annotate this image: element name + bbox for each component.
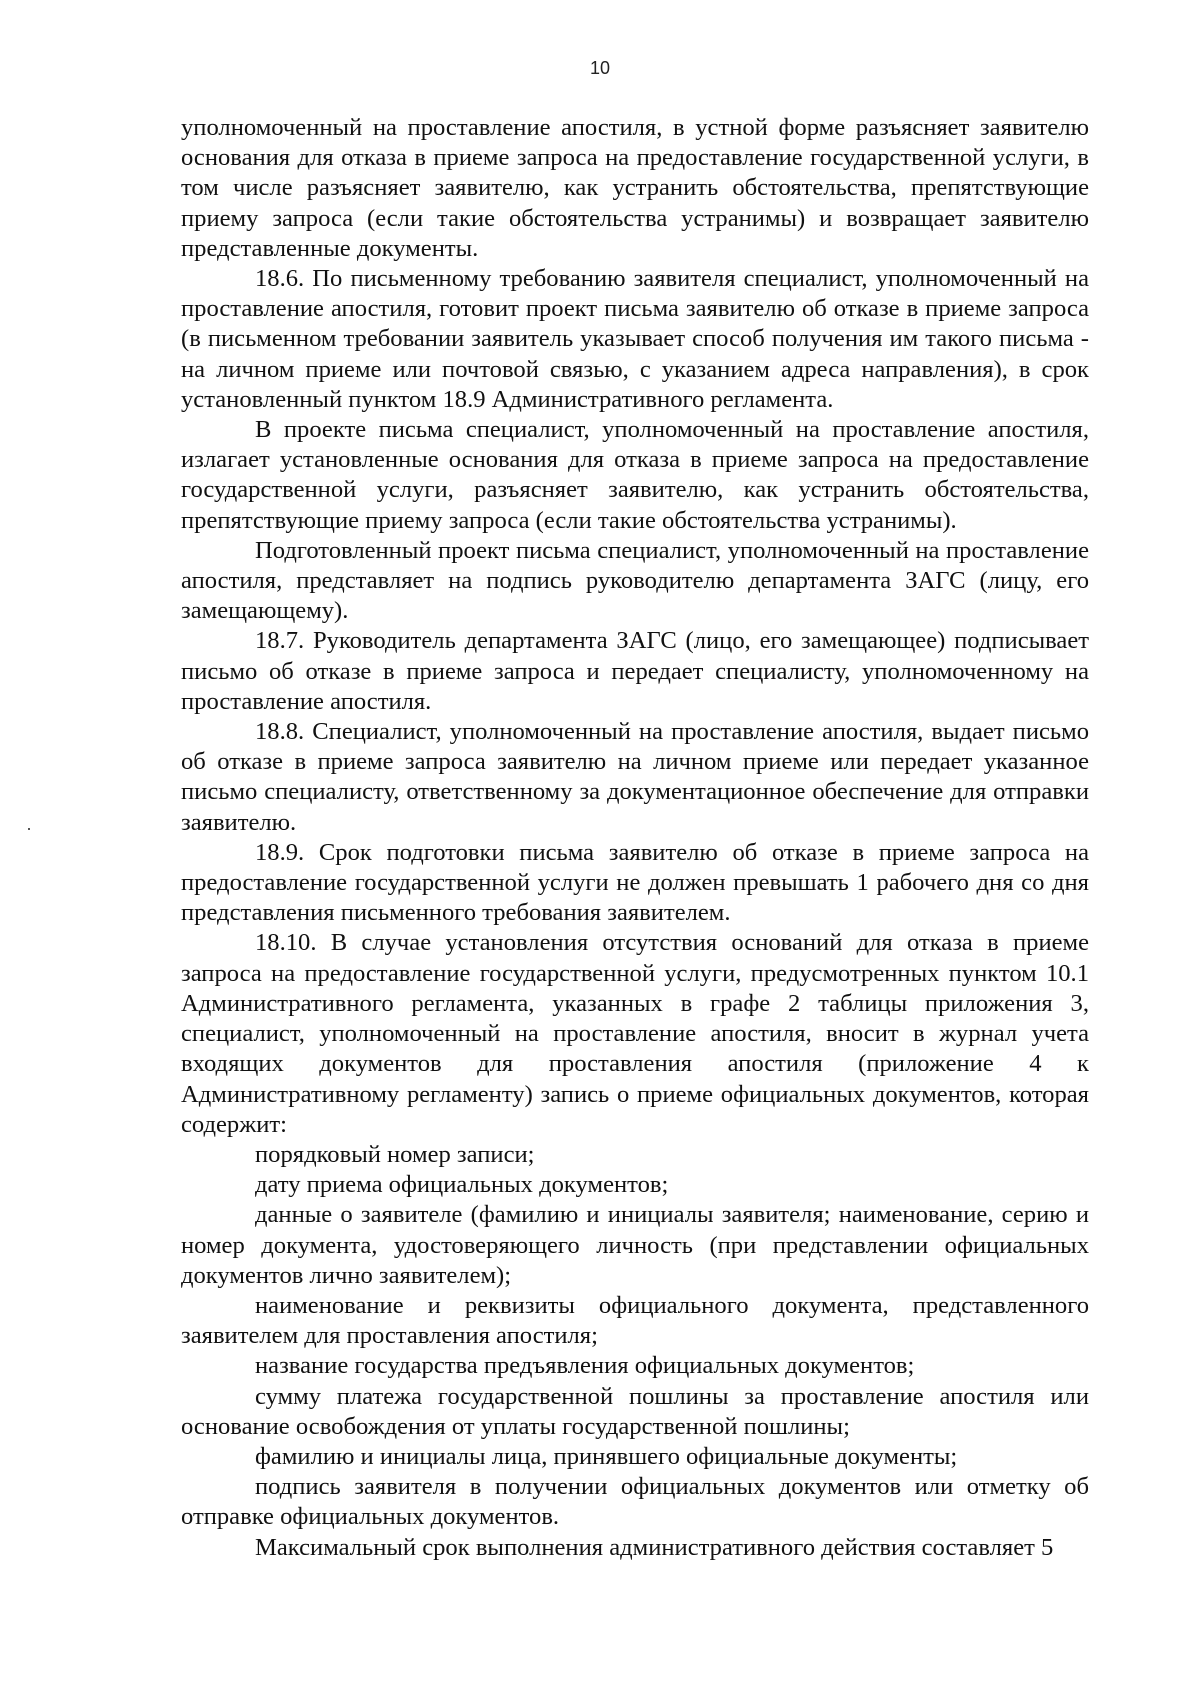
list-item-applicant-data: данные о заявителе (фамилию и инициалы заявителя; наименование, серию и номер документа, удостоверяющего личность (при представлении официальных документов лично заявителем); (181, 1201, 1089, 1289)
paragraph-continuation: уполномоченный на проставление апостиля, в устной форме разъясняет заявителю основания для отказа в приеме запроса на предоставление государственной услуги, в том числе разъясняет заявителю, как устранить обстоятельства, препятствующие приему запроса (если такие обстоятельства устранимы) и возвращает заявителю представленные документы. (181, 114, 1089, 262)
paragraph-18-8: 18.8. Специалист, уполномоченный на проставление апостиля, выдает письмо об отказе в приеме запроса заявителю на личном приеме или передает указанное письмо специалисту, ответственному за документационное обеспечение для отправки заявителю. (181, 718, 1089, 836)
paragraph-max-duration: Максимальный срок выполнения административного действия составляет 5 (255, 1533, 1054, 1561)
paragraph-18-7: 18.7. Руководитель департамента ЗАГС (лицо, его замещающее) подписывает письмо об отказе в приеме запроса и передает специалисту, уполномоченному на проставление апостиля. (181, 627, 1089, 715)
list-item-receiver-name: фамилию и инициалы лица, принявшего официальные документы; (255, 1442, 958, 1470)
paragraph-18-10: 18.10. В случае установления отсутствия оснований для отказа в приеме запроса на предоставление государственной услуги, предусмотренных пунктом 10.1 Административного регламента, указанных в графе 2 таблицы приложения 3, специалист, уполномоченный на проставление апостиля, вносит в журнал учета входящих документов для проставления апостиля (приложение 4 к Административному регламенту) запись о приеме официальных документов, которая содержит: (181, 929, 1089, 1138)
list-item-applicant-signature: подпись заявителя в получении официальных документов или отметку об отправке официальных документов. (181, 1473, 1089, 1531)
document-body (181, 113, 1089, 1563)
scan-speck (28, 828, 30, 830)
paragraph-18-6: 18.6. По письменному требованию заявителя специалист, уполномоченный на проставление апостиля, готовит проект письма заявителю об отказе в приеме запроса (в письменном требовании заявитель указывает способ получения им такого письма - на личном приеме или почтовой связью, с указанием адреса направления), в срок установленный пунктом 18.9 Административного регламента. (181, 265, 1089, 413)
list-item-document-details: наименование и реквизиты официального документа, представленного заявителем для проставления апостиля; (181, 1291, 1089, 1350)
page-number: 10 (589, 58, 611, 78)
list-item-destination-state: название государства предъявления официальных документов; (255, 1352, 915, 1380)
paragraph-draft-letter: В проекте письма специалист, уполномоченный на проставление апостиля, излагает установленные основания для отказа в приеме запроса на предоставление государственной услуги, разъясняет заявителю, как устранить обстоятельства, препятствующие приему запроса (если такие обстоятельства устранимы). (181, 416, 1089, 534)
list-item-record-number: порядковый номер записи; (255, 1140, 535, 1168)
paragraph-prepared-draft: Подготовленный проект письма специалист, уполномоченный на проставление апостиля, представляет на подпись руководителю департамента ЗАГС (лицу, его замещающему). (181, 536, 1089, 625)
list-item-receipt-date: дату приема официальных документов; (255, 1171, 669, 1199)
list-item-fee-amount: сумму платежа государственной пошлины за проставление апостиля или основание освобождения от уплаты государственной пошлины; (181, 1382, 1089, 1440)
paragraph-18-9: 18.9. Срок подготовки письма заявителю об отказе в приеме запроса на предоставление государственной услуги не должен превышать 1 рабочего дня со дня представления письменного требования заявителем. (181, 838, 1089, 927)
